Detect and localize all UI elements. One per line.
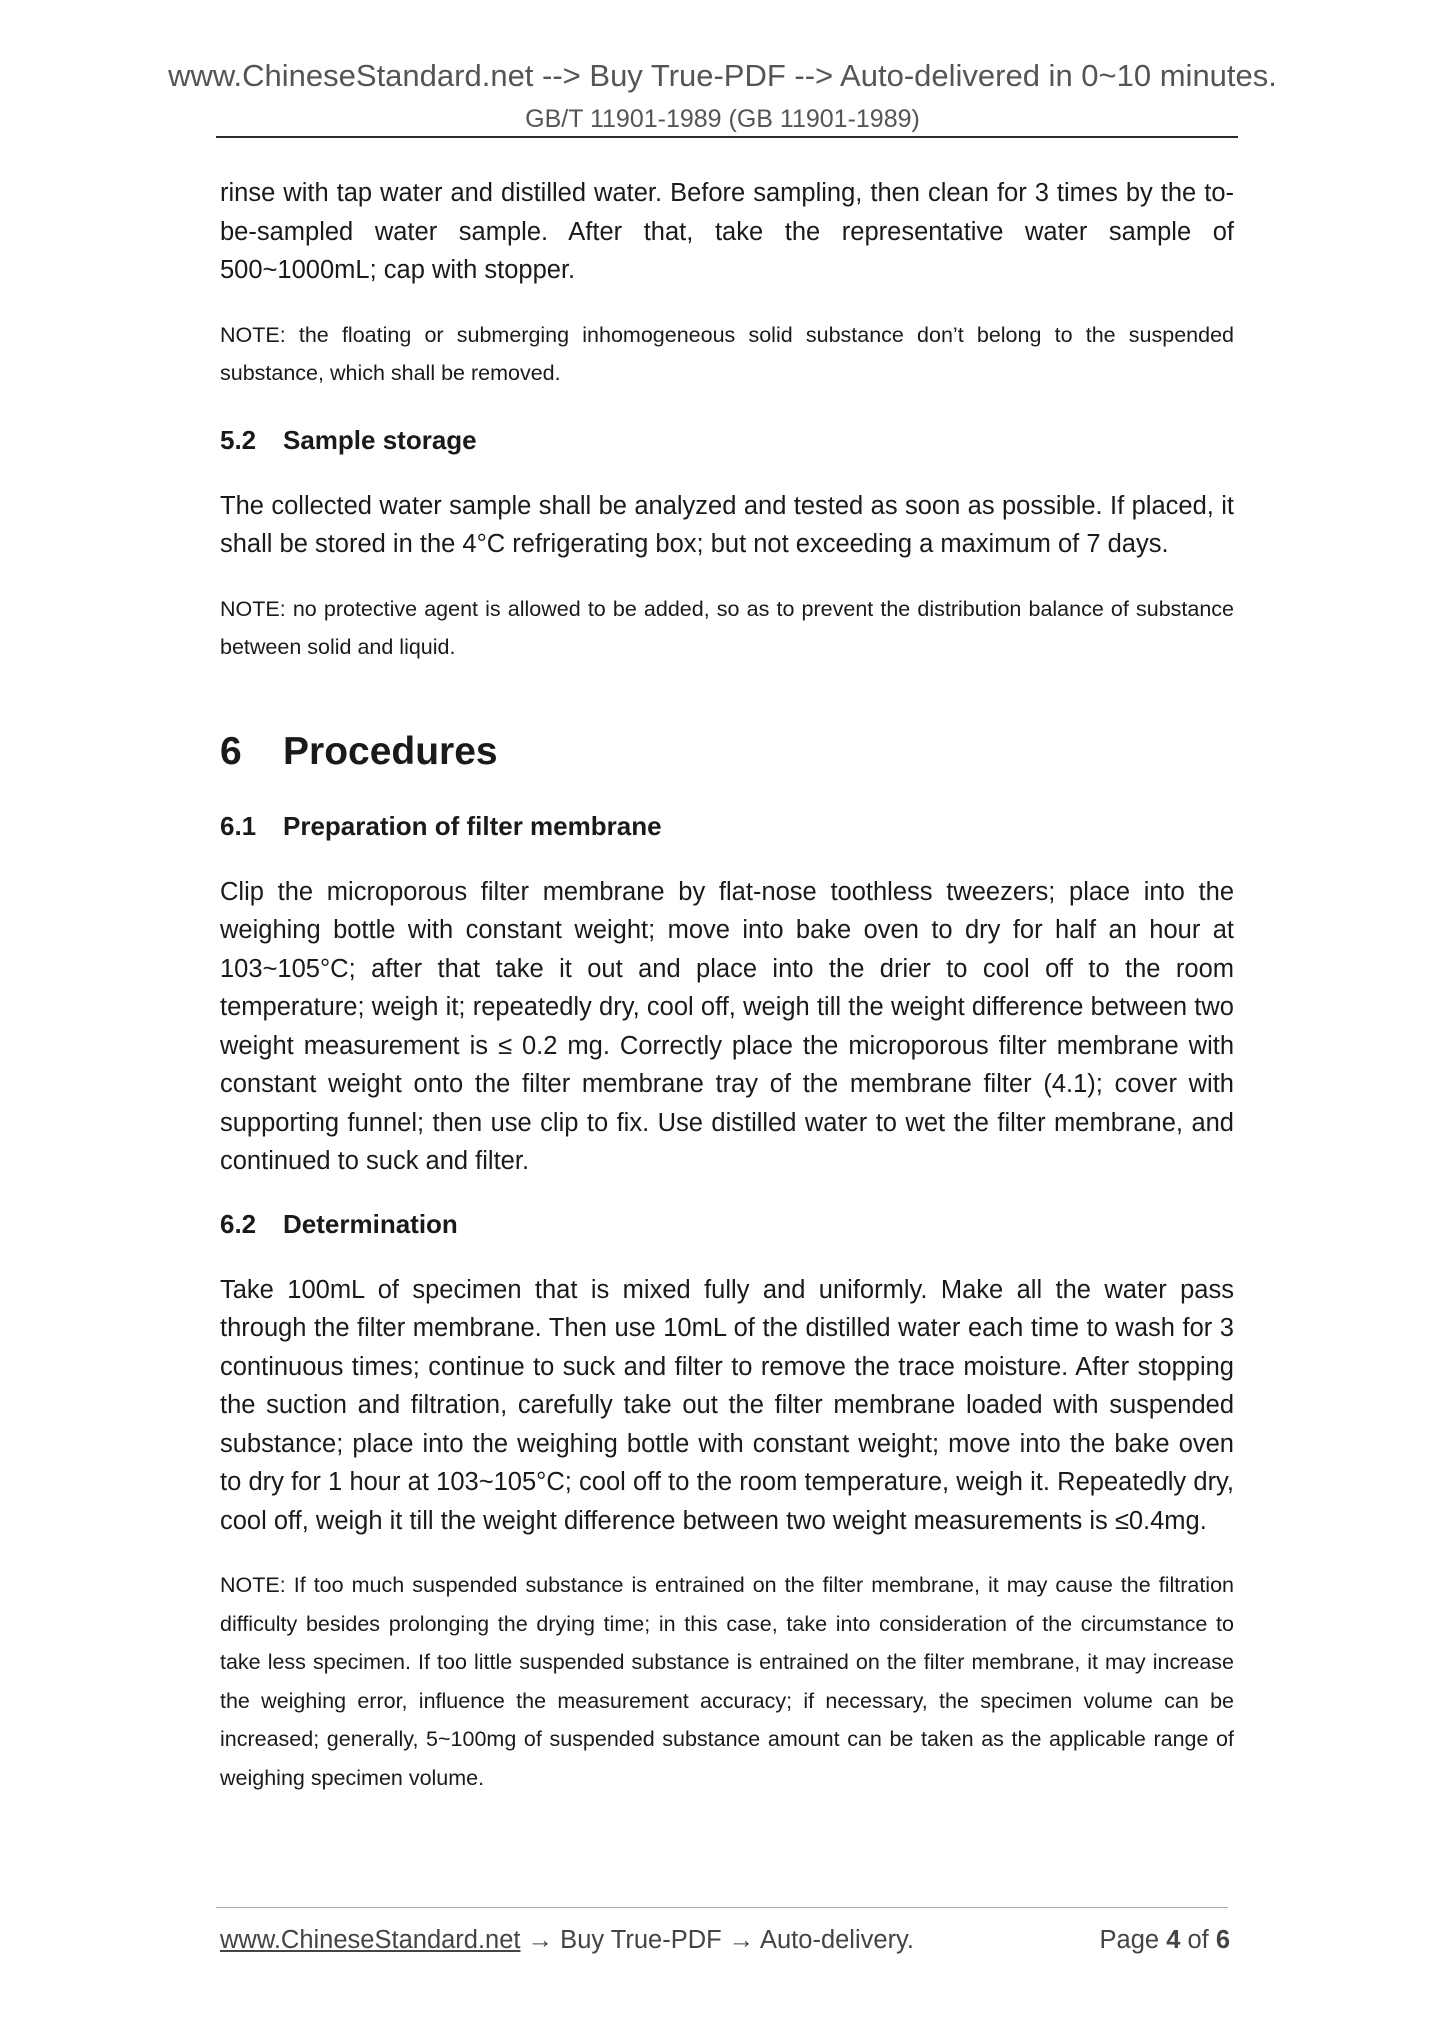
note-suspended-amount: NOTE: If too much suspended substance is entrained on the filter membrane, it may cause the filtration difficulty besides prolonging the drying time; in this case, take into consideration of the circumstance to take less specimen. If too little suspended substance is entrained on the filter membrane, it may increase the weighing error, influence the measurement accuracy; if necessary, the specimen volume can be increased; generally, 5~100mg of suspended substance amount can be taken as the applicable range of weighing specimen volume. — [220, 1573, 1234, 1790]
page-of-label: of — [1180, 1926, 1216, 1954]
paragraph-determination: Take 100mL of specimen that is mixed fully and uniformly. Make all the water pass through the filter membrane. Then use 10mL of the distilled water each time to wash for 3 continuous times; continue to suck and filter to remove the trace moisture. After stopping the suction and filtration, carefully take out the filter membrane loaded with suspended substance; place into the weighing bottle with constant weight; move into the bake oven to dry for 1 hour at 103~105°C; cool off to the room temperature, weigh it. Repeatedly dry, cool off, weigh it till the weight difference between two weight measurements is ≤0.4mg. — [220, 1275, 1234, 1535]
section-title: Sample storage — [283, 424, 477, 455]
section-number: 6.1 — [220, 810, 257, 841]
section-heading-5-2 — [220, 423, 1234, 457]
current-page-number: 4 — [1166, 1926, 1181, 1954]
paragraph-sample-storage: The collected water sample shall be analyzed and tested as soon as possible. If placed, it shall be stored in the 4°C refrigerating box; but not exceeding a maximum of 7 days. — [220, 491, 1234, 558]
header-banner: www.ChineseStandard.net --> Buy True-PDF --> Auto-delivered in 0~10 minutes. — [168, 58, 1277, 93]
section-heading-6-2 — [220, 1207, 1234, 1241]
footer-site-link[interactable]: www.ChineseStandard.net — [220, 1926, 521, 1954]
page-footer — [220, 1923, 1230, 1957]
footer-divider — [216, 1907, 1228, 1908]
standard-number: GB/T 11901-1989 (GB 11901-1989) — [525, 105, 920, 133]
note-floating-substance: NOTE: the floating or submerging inhomogeneous solid substance don’t belong to the suspended substance, which shall be removed. — [220, 322, 1234, 385]
section-number: 6.2 — [220, 1208, 257, 1239]
note-protective-agent: NOTE: no protective agent is allowed to be added, so as to prevent the distribution balance of substance between solid and liquid. — [220, 596, 1234, 659]
paragraph-rinse: rinse with tap water and distilled water. Before sampling, then clean for 3 times by the to-be-sampled water sample. After that, take the representative water sample of 500~1000mL; cap with stopper. — [220, 179, 1234, 284]
section-title: Determination — [283, 1208, 458, 1239]
page-indicator — [1100, 1923, 1230, 1957]
section-heading-6-1 — [220, 809, 1234, 843]
page-label: Page — [1099, 1926, 1167, 1954]
footer-tagline: → Buy True-PDF → Auto-delivery. — [520, 1926, 914, 1954]
paragraph-filter-preparation: Clip the microporous filter membrane by flat-nose toothless tweezers; place into the weighing bottle with constant weight; move into bake oven to dry for half an hour at 103~105°C; after that take it out and place into the drier to cool off to the room temperature; weigh it; repeatedly dry, cool off, weigh till the weight difference between two weight measurement is ≤ 0.2 mg. Correctly place the microporous filter membrane with constant weight onto the filter membrane tray of the membrane filter (4.1); cover with supporting funnel; then use clip to fix. Use distilled water to wet the filter membrane, and continued to suck and filter. — [220, 877, 1234, 1175]
total-page-number: 6 — [1215, 1926, 1230, 1954]
page-content — [220, 174, 1234, 1827]
header-divider — [216, 136, 1238, 138]
chapter-title: Procedures — [283, 729, 498, 773]
chapter-heading-6 — [220, 727, 1234, 777]
section-title: Preparation of filter membrane — [283, 810, 662, 841]
section-number: 5.2 — [220, 424, 257, 455]
chapter-number: 6 — [220, 729, 242, 773]
